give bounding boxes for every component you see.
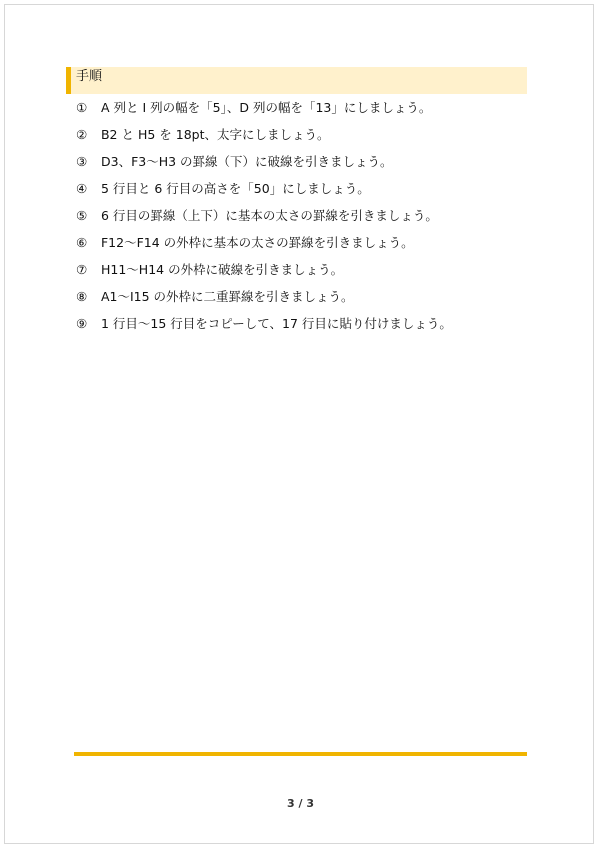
step-number: ④ [76,181,88,196]
step-text: B2 と H5 を 18pt、太字にしましょう。 [100,127,330,142]
step-item [76,313,452,340]
step-number: ① [76,100,88,115]
step-text: H11～H14 の外枠に破線を引きましょう。 [100,262,344,277]
section-header-bar [66,67,527,94]
step-text: 6 行目の罫線（上下）に基本の太さの罫線を引きましょう。 [100,208,438,223]
step-number: ⑧ [76,289,88,304]
step-text: 1 行目～15 行目をコピーして、17 行目に貼り付けましょう。 [100,316,452,331]
step-item [76,178,452,205]
section-title: 手順 [76,69,103,84]
footer-rule [74,752,527,756]
step-item [76,151,452,178]
step-item [76,286,452,313]
step-item [76,205,452,232]
step-text: F12～F14 の外枠に基本の太さの罫線を引きましょう。 [100,235,414,250]
steps-list [76,97,452,340]
step-number: ⑥ [76,235,88,250]
step-text: A1～I15 の外枠に二重罫線を引きましょう。 [100,289,354,304]
step-item [76,259,452,286]
step-text: A 列と I 列の幅を「5」、D 列の幅を「13」にしましょう。 [100,100,432,115]
step-item [76,124,452,151]
step-number: ③ [76,154,88,169]
step-number: ② [76,127,88,142]
step-number: ⑨ [76,316,88,331]
step-number: ⑦ [76,262,88,277]
page-number: 3 / 3 [287,797,314,810]
step-item [76,232,452,259]
step-text: D3、F3～H3 の罫線（下）に破線を引きましょう。 [100,154,393,169]
step-item [76,97,452,124]
step-text: 5 行目と 6 行目の高さを「50」にしましょう。 [100,181,370,196]
step-number: ⑤ [76,208,88,223]
